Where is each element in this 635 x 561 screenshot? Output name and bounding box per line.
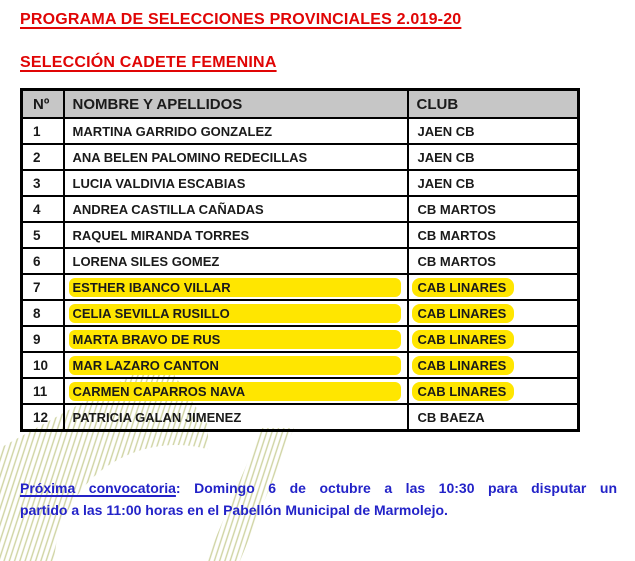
row-number-cell: 6	[22, 248, 64, 274]
highlighted-player-name: CARMEN CAPARROS NAVA	[69, 382, 401, 401]
document-subtitle: SELECCIÓN CADETE FEMENINA	[20, 54, 277, 71]
player-name-cell	[64, 352, 408, 378]
table-row	[22, 404, 579, 431]
header-number-cell: Nº	[22, 90, 64, 119]
player-name-cell: ANDREA CASTILLA CAÑADAS	[64, 196, 408, 222]
roster-table	[20, 88, 580, 432]
table-row	[22, 170, 579, 196]
player-name-cell	[64, 274, 408, 300]
player-club-cell	[408, 300, 579, 326]
table-row	[22, 222, 579, 248]
highlighted-player-club: CAB LINARES	[412, 304, 515, 323]
highlighted-player-club: CAB LINARES	[412, 330, 515, 349]
row-number-cell: 5	[22, 222, 64, 248]
table-row	[22, 300, 579, 326]
next-call-label: Próxima convocatoria	[20, 480, 176, 496]
player-club-cell: CB MARTOS	[408, 248, 579, 274]
highlighted-player-name: ESTHER IBANCO VILLAR	[69, 278, 401, 297]
row-number-cell: 11	[22, 378, 64, 404]
player-name-cell: ANA BELEN PALOMINO REDECILLAS	[64, 144, 408, 170]
player-name-cell: MARTINA GARRIDO GONZALEZ	[64, 118, 408, 144]
row-number-cell: 12	[22, 404, 64, 431]
row-number-cell: 3	[22, 170, 64, 196]
table-row	[22, 274, 579, 300]
row-number-cell: 2	[22, 144, 64, 170]
highlighted-player-name: MARTA BRAVO DE RUS	[69, 330, 401, 349]
player-club-cell: JAEN CB	[408, 118, 579, 144]
highlighted-player-name: MAR LAZARO CANTON	[69, 356, 401, 375]
player-name-cell	[64, 300, 408, 326]
player-club-cell: JAEN CB	[408, 144, 579, 170]
row-number-cell: 7	[22, 274, 64, 300]
header-name-cell: NOMBRE Y APELLIDOS	[64, 90, 408, 119]
next-call-line1	[20, 477, 617, 499]
row-number-cell: 10	[22, 352, 64, 378]
table-row	[22, 196, 579, 222]
table-row	[22, 248, 579, 274]
highlighted-player-club: CAB LINARES	[412, 356, 515, 375]
player-club-cell: JAEN CB	[408, 170, 579, 196]
player-name-cell	[64, 378, 408, 404]
roster-table-body	[22, 118, 579, 431]
player-club-cell	[408, 378, 579, 404]
table-row	[22, 326, 579, 352]
player-name-cell: RAQUEL MIRANDA TORRES	[64, 222, 408, 248]
row-number-cell: 8	[22, 300, 64, 326]
player-club-cell	[408, 352, 579, 378]
next-call-line2: partido a las 11:00 horas en el Pabellón Municipal de Marmolejo.	[20, 502, 448, 518]
row-number-cell: 9	[22, 326, 64, 352]
player-club-cell: CB BAEZA	[408, 404, 579, 431]
next-call-line1-rest: : Domingo 6 de octubre a las 10:30 para disputar un	[175, 480, 617, 496]
table-row	[22, 378, 579, 404]
table-row	[22, 352, 579, 378]
row-number-cell: 1	[22, 118, 64, 144]
player-club-cell	[408, 274, 579, 300]
header-club-cell: CLUB	[408, 90, 579, 119]
player-club-cell	[408, 326, 579, 352]
highlighted-player-name: CELIA SEVILLA RUSILLO	[69, 304, 401, 323]
player-name-cell: LUCIA VALDIVIA ESCABIAS	[64, 170, 408, 196]
table-row	[22, 118, 579, 144]
player-club-cell: CB MARTOS	[408, 222, 579, 248]
highlighted-player-club: CAB LINARES	[412, 382, 515, 401]
table-header-row	[22, 90, 579, 119]
player-name-cell: LORENA SILES GOMEZ	[64, 248, 408, 274]
document-title: PROGRAMA DE SELECCIONES PROVINCIALES 2.019-20	[20, 11, 462, 28]
player-name-cell: PATRICIA GALAN JIMENEZ	[64, 404, 408, 431]
next-call-paragraph	[20, 477, 617, 521]
table-row	[22, 144, 579, 170]
highlighted-player-club: CAB LINARES	[412, 278, 515, 297]
row-number-cell: 4	[22, 196, 64, 222]
player-club-cell: CB MARTOS	[408, 196, 579, 222]
player-name-cell	[64, 326, 408, 352]
